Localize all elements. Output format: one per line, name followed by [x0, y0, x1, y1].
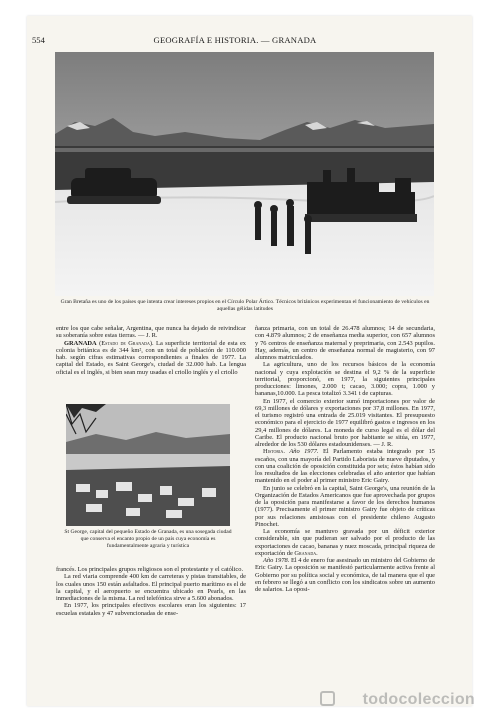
left-column-lower	[56, 566, 246, 617]
right-paragraph-5: En junio se celebró en la capital, Saint George's, una reunión de la Organización de Estados Americanos que fue aprovechada por grupos de la oposición para manifestarse a favor de los derechos humanos (1977). Precisamente el primer ministro Gairy fue objeto de críticas por sus relaciones amistosas con el presidente chileno Augusto Pinochet.	[255, 484, 435, 528]
left-paragraph-2	[56, 340, 246, 376]
left-column-upper	[56, 325, 246, 376]
right-column	[255, 325, 435, 593]
right-paragraph-7-text: El 4 de enero fue asesinado un ministro del Gobierno de Eric Gairy. La oposición se manifestó particularmente activa frente al Gobierno por su política social y económica, de tal manera que el que en febrero se llegó a un conflicto con los sindicatos sobre un aumento de salarios. La oposi-	[255, 557, 436, 593]
right-paragraph-4-text: El Parlamento estaba integrado por 15 escaños, con una mayoría del Partido Laborista de nueve diputados, y con una coalición de oposición constituida por seis; éstos habían sido los resultados de las elecciones celebradas el año anterior que habían mantenido en el poder al primer ministro Eric Gairy.	[255, 448, 435, 485]
arctic-scene-illustration	[55, 52, 434, 296]
right-paragraph-6	[255, 528, 435, 557]
right-paragraph-7	[255, 557, 435, 593]
top-photo-caption: Gran Bretaña es uno de los países que intenta crear intereses propios en el Círculo Polar Ártico. Técnicos británicos experimentan el funcionamiento de vehículos en aquellas gélidas latitudes	[60, 299, 430, 312]
st-george-photo	[66, 404, 230, 526]
mid-photo-caption: St George, capital del pequeño Estado de Granada, es una sosegada ciudad que conserva el encanto propio de un país cuya economía es fundamentalmente agraria y turística	[64, 529, 232, 549]
arctic-vehicles-photo	[55, 52, 434, 296]
left-paragraph-1: entre los que cabe señalar, Argentina, que nunca ha dejado de reivindicar su soberanía sobre estas tierras. — J. R.	[56, 325, 246, 340]
right-paragraph-1: ñanza primaria, con un total de 26.478 alumnos; 14 de secundaria, con 4.879 alumnos; 2 de enseñanza media superior, con 657 alumnos y 76 centros de enseñanza maternal y preprimaria, con 2.543 pupilos. Hay, además, un centro de enseñanza normal de magisterio, con 97 alumnos matriculados.	[255, 325, 435, 361]
left-paragraph-4: La red viaria comprende 400 km de carreteras y pistas transitables, de los cuales unos 150 están asfaltados. El principal puerto marítimo es el de la capital, y el aeropuerto se encuentra ubicado en Pearls, en las inmediaciones de la misma. La red telefónica sirve a 5.600 abonados.	[56, 573, 246, 602]
granada-smallcaps: Granada.	[294, 549, 318, 557]
right-paragraph-3: En 1977, el comercio exterior sumó importaciones por valor de 69,3 millones de dólares y exportaciones por 37,8 millones. En 1977, el turismo registró una entrada de 25.019 visitantes. El presupuesto económico para el ejercicio de 1977 equilibró gastos e ingresos en los 29,4 millones de dólares. La moneda de curso legal es el dólar del Caribe. El producto nacional bruto por habitante se sitúa, en 1977, alrededor de los 530 dólares estadounidenses. — J. R.	[255, 397, 435, 448]
year-1977: Año 1977.	[289, 448, 319, 456]
right-paragraph-4	[255, 448, 435, 484]
watermark-icon	[320, 691, 335, 706]
right-paragraph-2: La agricultura, uno de los recursos básicos de la economía nacional y cuya explotación se destina el 9,2 % de la superficie territorial, proporcionó, en 1977, la siguientes principales producciones: limones, 2.000 t; cacao, 3.000; copra, 1.000 y bananas,10.000. La pesca totalizó 3.341 t de capturas.	[255, 361, 435, 398]
right-paragraph-6-text: La economía se mantuvo gravada por un déficit exterior considerable, sin que pudieran ser salvado por el producto de las exportaciones de cacao, bananas y nuez moscada, principal riqueza de exportación de	[255, 528, 435, 557]
harbor-town-illustration	[66, 404, 230, 526]
history-heading: Historia.	[263, 448, 285, 456]
left-paragraph-5: En 1977, los principales efectivos escolares eran los siguientes: 17 escuelas estatales y 47 subvencionadas de ense-	[56, 602, 246, 617]
running-title: GEOGRAFÍA E HISTORIA. — GRANADA	[153, 35, 317, 45]
left-paragraph-2-text: La superficie territorial de esta ex colonia británica es de 344 km², con un total de población de 110.000 hab. según cifras estimativas correspondientes a finales de 1977. La capital del Estado, es Saint George's, ciudad de 32.000 hab. La lengua oficial es el inglés, si bien sean muy usadas el criollo inglés y el criollo	[56, 339, 246, 376]
left-paragraph-3: francés. Los principales grupos religiosos son el protestante y el católico.	[56, 566, 244, 573]
watermark: todocoleccion	[362, 691, 475, 708]
page-number: 554	[32, 35, 45, 45]
section-subheading: (Estado de Granada).	[99, 339, 154, 347]
year-1978: Año 1978.	[263, 557, 290, 564]
running-header	[32, 35, 438, 47]
section-heading-granada: GRANADA	[64, 339, 97, 347]
